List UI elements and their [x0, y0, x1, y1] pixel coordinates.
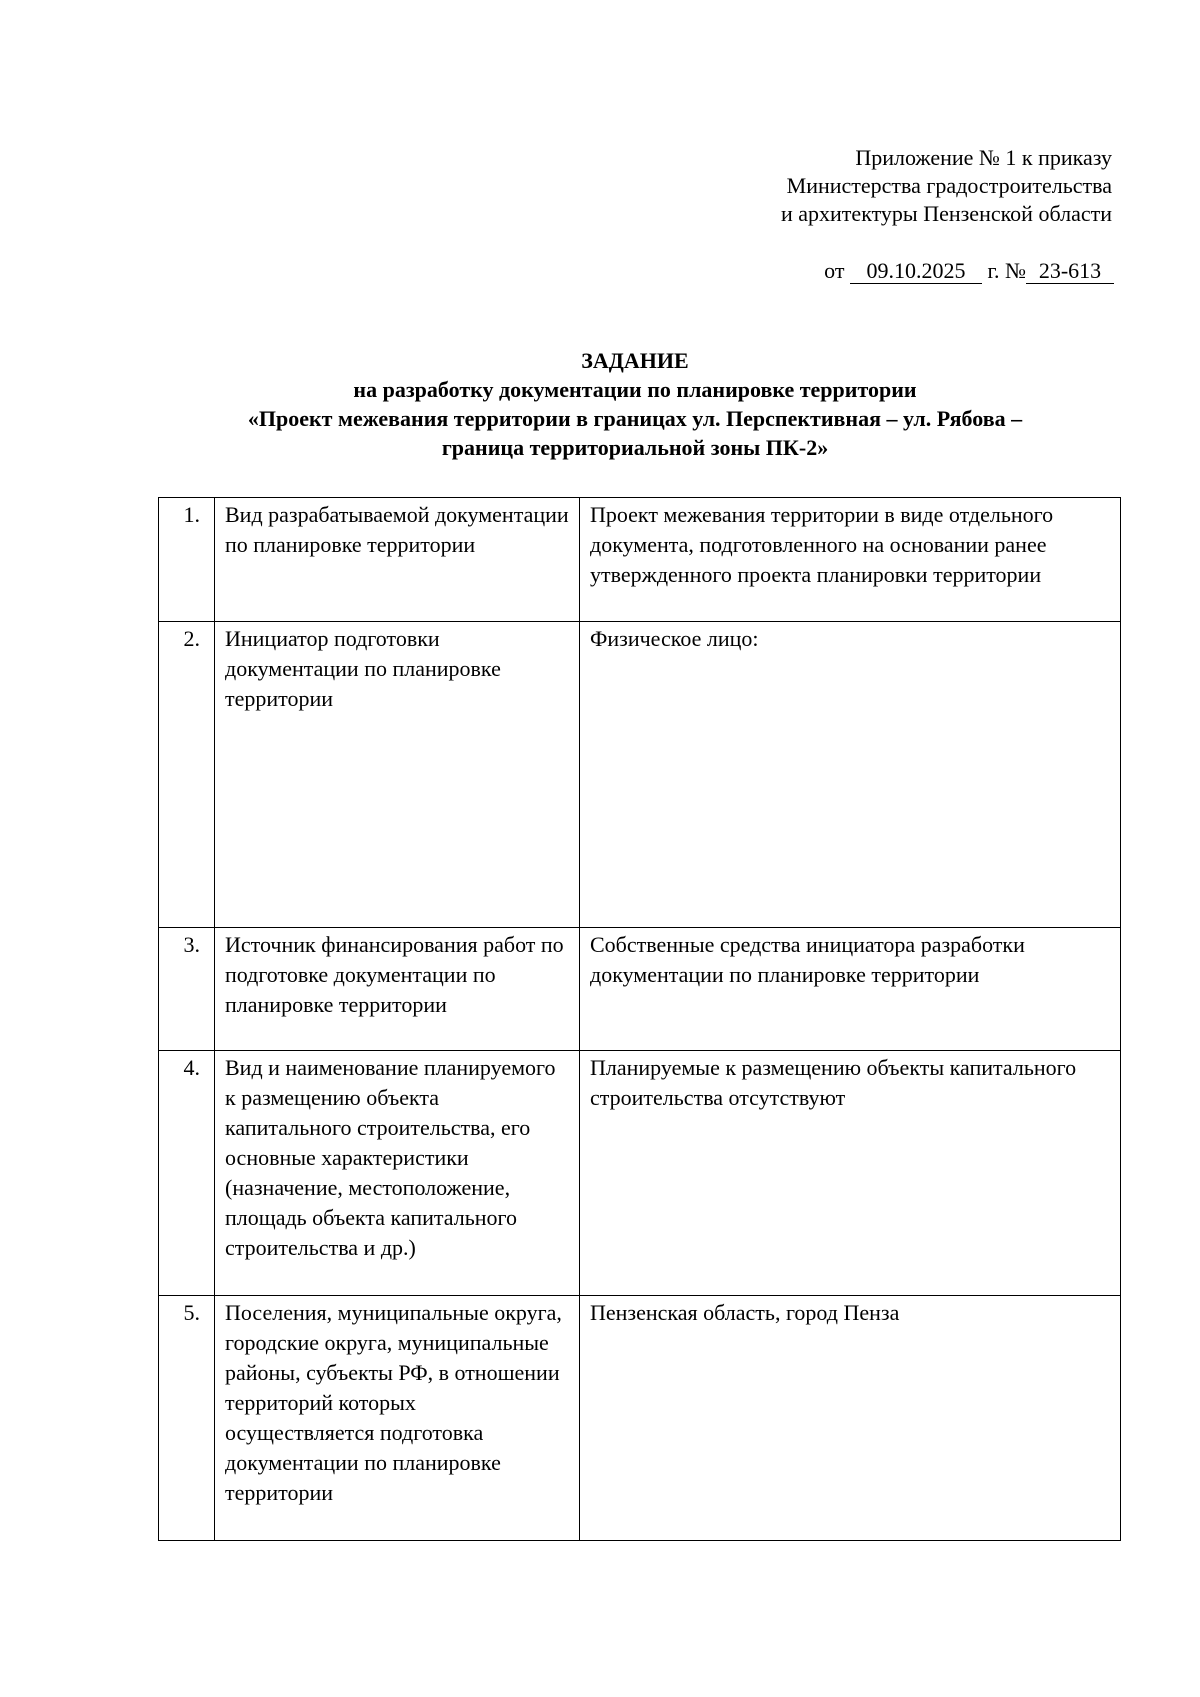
- row-value: Пензенская область, город Пенза: [580, 1296, 1121, 1541]
- order-reference: [824, 257, 1114, 285]
- row-name: Вид разрабатываемой документации по планировке территории: [215, 498, 580, 622]
- order-from-label: от: [824, 258, 845, 283]
- task-table: [158, 497, 1121, 1541]
- appendix-line-1: Приложение № 1 к приказу: [855, 145, 1112, 170]
- document-title: [150, 346, 1120, 462]
- table-row: [159, 1051, 1121, 1296]
- title-line-4: граница территориальной зоны ПК-2»: [441, 435, 829, 460]
- row-name: Вид и наименование планируемого к размещению объекта капитального строительства, его основные характеристики (назначение, местоположение, площадь объекта капитального строительства и др.): [215, 1051, 580, 1296]
- table-row: [159, 622, 1121, 928]
- appendix-header: [781, 144, 1112, 228]
- order-date: 09.10.2025: [850, 259, 982, 284]
- row-number: 1.: [159, 498, 215, 622]
- title-line-2: на разработку документации по планировке территории: [353, 377, 917, 402]
- appendix-line-2: Министерства градостроительства: [786, 173, 1112, 198]
- title-line-3: «Проект межевания территории в границах ул. Перспективная – ул. Рябова –: [247, 406, 1023, 431]
- row-value: Физическое лицо:: [580, 622, 1121, 928]
- row-name: Инициатор подготовки документации по планировке территории: [215, 622, 580, 928]
- row-value: Планируемые к размещению объекты капитального строительства отсутствуют: [580, 1051, 1121, 1296]
- row-value: Проект межевания территории в виде отдельного документа, подготовленного на основании ранее утвержденного проекта планировки территории: [580, 498, 1121, 622]
- order-year-suffix: г.: [987, 258, 1000, 283]
- appendix-line-3: и архитектуры Пензенской области: [781, 201, 1112, 226]
- row-number: 2.: [159, 622, 215, 928]
- table-row: [159, 498, 1121, 622]
- table-row: [159, 928, 1121, 1051]
- row-number: 4.: [159, 1051, 215, 1296]
- row-value: Собственные средства инициатора разработки документации по планировке территории: [580, 928, 1121, 1051]
- row-number: 5.: [159, 1296, 215, 1541]
- order-number-sign: №: [1005, 258, 1026, 283]
- row-name: Источник финансирования работ по подготовке документации по планировке территории: [215, 928, 580, 1051]
- row-name: Поселения, муниципальные округа, городские округа, муниципальные районы, субъекты РФ, в отношении территорий которых осуществляется подготовка документации по планировке территории: [215, 1296, 580, 1541]
- title-line-1: ЗАДАНИЕ: [581, 348, 689, 373]
- row-number: 3.: [159, 928, 215, 1051]
- order-number: 23-613: [1026, 259, 1114, 284]
- table-row: [159, 1296, 1121, 1541]
